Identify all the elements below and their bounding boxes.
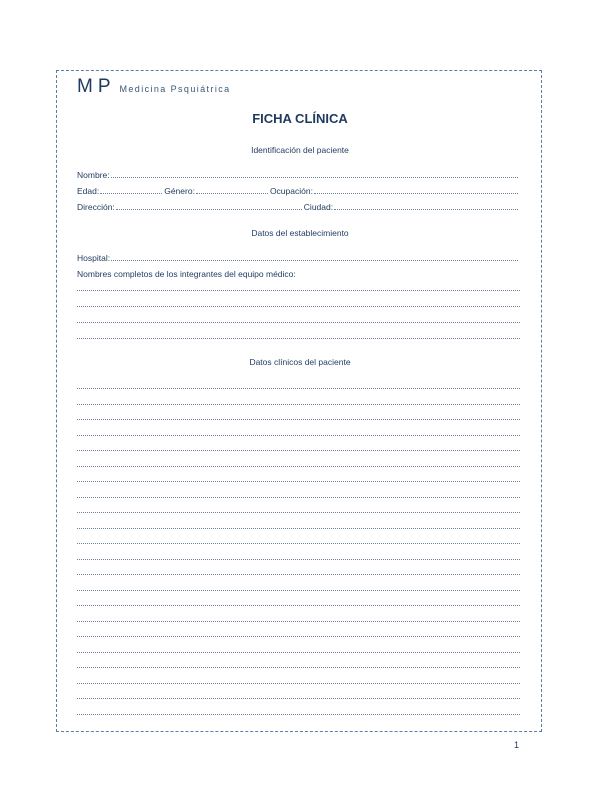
ciudad-label: Ciudad: xyxy=(303,202,334,212)
equipo-label: Nombres completos de los integrantes del equipo médico: xyxy=(77,269,296,279)
clinical-line[interactable] xyxy=(77,388,520,389)
ciudad-input-line[interactable] xyxy=(334,209,518,210)
clinical-line[interactable] xyxy=(77,450,520,451)
document-title: FICHA CLÍNICA xyxy=(252,111,348,126)
ocupacion-label: Ocupación: xyxy=(269,186,313,196)
clinical-line[interactable] xyxy=(77,667,520,668)
edad-label: Edad: xyxy=(77,186,100,196)
clinical-line[interactable] xyxy=(77,590,520,591)
clinical-line[interactable] xyxy=(77,466,520,467)
field-row-edad-genero-ocupacion xyxy=(77,184,520,196)
hospital-label: Hospital: xyxy=(77,253,111,263)
clinical-line[interactable] xyxy=(77,636,520,637)
logo xyxy=(77,76,231,98)
logo-text: Medicina Psquiátrica xyxy=(119,84,231,94)
field-row-direccion-ciudad xyxy=(77,200,520,212)
clinical-line[interactable] xyxy=(77,497,520,498)
hospital-input-line[interactable] xyxy=(111,260,518,261)
clinical-line[interactable] xyxy=(77,652,520,653)
section-patient-heading: Identificación del paciente xyxy=(251,145,349,155)
clinical-line[interactable] xyxy=(77,683,520,684)
section-establishment-heading: Datos del establecimiento xyxy=(251,228,349,238)
field-hospital xyxy=(77,251,520,263)
genero-input-line[interactable] xyxy=(196,193,268,194)
nombre-input-line[interactable] xyxy=(111,177,518,178)
ocupacion-input-line[interactable] xyxy=(314,193,518,194)
clinical-line[interactable] xyxy=(77,605,520,606)
equipo-line[interactable] xyxy=(77,322,520,323)
clinical-line[interactable] xyxy=(77,714,520,715)
nombre-label: Nombre: xyxy=(77,170,110,180)
field-nombre xyxy=(77,168,520,180)
direccion-input-line[interactable] xyxy=(116,209,302,210)
edad-input-line[interactable] xyxy=(100,193,162,194)
clinical-line[interactable] xyxy=(77,404,520,405)
clinical-line[interactable] xyxy=(77,543,520,544)
direccion-label: Dirección: xyxy=(77,202,115,212)
genero-label: Género: xyxy=(164,186,195,196)
clinical-line[interactable] xyxy=(77,574,520,575)
equipo-line[interactable] xyxy=(77,290,520,291)
logo-mark: MP xyxy=(77,76,116,97)
clinical-line[interactable] xyxy=(77,698,520,699)
clinical-line[interactable] xyxy=(77,621,520,622)
clinical-line[interactable] xyxy=(77,559,520,560)
field-equipo-medico xyxy=(77,267,520,279)
clinical-line[interactable] xyxy=(77,481,520,482)
equipo-line[interactable] xyxy=(77,306,520,307)
clinical-line[interactable] xyxy=(77,528,520,529)
clinical-line[interactable] xyxy=(77,419,520,420)
clinical-line[interactable] xyxy=(77,512,520,513)
page-number: 1 xyxy=(514,740,520,750)
clinical-line[interactable] xyxy=(77,435,520,436)
section-clinical-heading: Datos clínicos del paciente xyxy=(249,357,351,367)
equipo-line[interactable] xyxy=(77,338,520,339)
